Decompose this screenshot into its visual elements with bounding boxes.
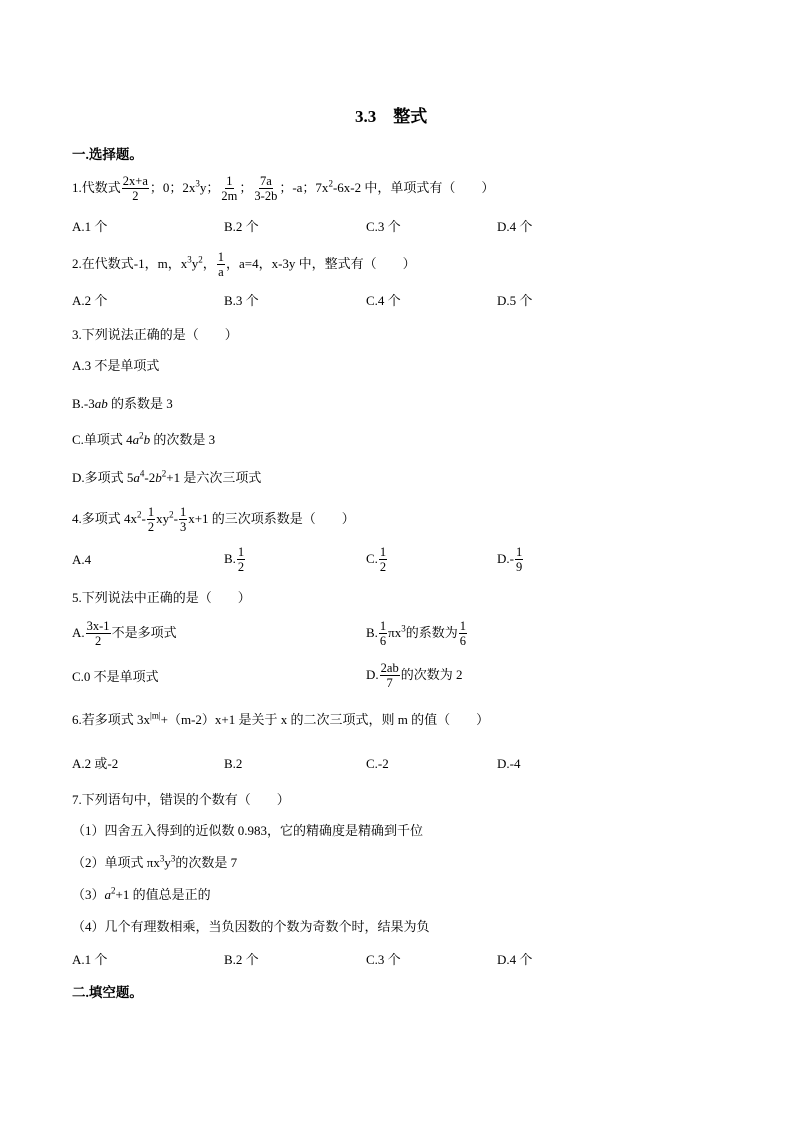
fraction: $\frac{2ab}{7}$: [380, 661, 399, 691]
q4-option-a: A.4: [72, 552, 92, 567]
fraction: $\frac{1}{6}$: [379, 619, 387, 649]
fraction: $\frac{3x-1}{2}$: [86, 619, 110, 649]
q7-statement-2: （2）单项式 $\pi x^3y^3$的次数是 7: [72, 853, 238, 870]
fraction: $\frac{1}{2}$: [379, 545, 387, 575]
q3-option-a: A.3 不是单项式: [72, 358, 160, 373]
fraction: $\frac{1}{3}$: [179, 505, 187, 535]
fraction: $\frac{1}{2m}$: [221, 174, 238, 204]
question-7-stem: 7.下列语句中，错误的个数有（ ）: [72, 792, 290, 807]
q7-option-b: B.2 个: [224, 952, 259, 967]
q5-option-c: C.0 不是单项式: [72, 669, 159, 684]
fraction: $\frac{1}{2}$: [147, 505, 155, 535]
section-fill-heading: 二.填空题。: [72, 985, 143, 1000]
q7-statement-3: $(3)a^2+1$ 的值总是正的: [72, 885, 211, 902]
question-1-stem: 1.代数式 $\frac{2x+a}{2}$ ；0；$2x^3y$； $\frac{1}{2m}$ ； $\frac{7a}{3-2b}$ ；-a；$7x^2-6x-2$ 中，单项式有（ ）: [72, 174, 495, 204]
q3-option-c: C.单项式 $4a^2b$ 的次数是 3: [72, 430, 216, 447]
q5-option-d: D. $\frac{2ab}{7}$ 的次数为 2: [366, 661, 463, 691]
q7-statement-4: （4）几个有理数相乘，当负因数的个数为奇数个时，结果为负: [72, 919, 430, 934]
q6-option-b: B.2: [224, 756, 243, 771]
fraction: $\frac{1}{2}$: [237, 545, 245, 575]
q3-option-b: B.-3ab 的系数是 3: [72, 396, 173, 411]
q2-option-a: A.2 个: [72, 293, 108, 308]
q1-option-b: B.2 个: [224, 219, 259, 234]
q7-option-d: D.4 个: [497, 952, 533, 967]
question-6-stem: 6.若多项式 $3x^{|m|}+(m-2)x+1$ 是关于 x 的二次三项式，则 m 的值（ ）: [72, 710, 490, 727]
fraction: $\frac{1}{6}$: [459, 619, 467, 649]
question-4-stem: 4.多项式 $4x^2-$ $\frac{1}{2}$ $xy^2-$ $\frac{1}{3}$ x+1 的三次项系数是（ ）: [72, 505, 355, 535]
q4-option-b: B. $\frac{1}{2}$: [224, 545, 245, 575]
question-3-stem: 3.下列说法正确的是（ ）: [72, 327, 238, 342]
q7-statement-1: （1）四舍五入得到的近似数 0.983，它的精确度是精确到千位: [72, 823, 424, 838]
q7-option-c: C.3 个: [366, 952, 401, 967]
section-choice-heading: 一.选择题。: [72, 147, 143, 162]
question-5-stem: 5.下列说法中正确的是（ ）: [72, 590, 251, 605]
question-2-stem: 2.在代数式-1，m，$x^3y^2$， $\frac{1}{a}$ ，a=4，x-3y 中，整式有（ ）: [72, 250, 416, 280]
q2-option-d: D.5 个: [497, 293, 533, 308]
q6-option-c: C.-2: [366, 756, 389, 771]
q4-option-d: D.- $\frac{1}{9}$: [497, 545, 523, 575]
q5-option-a: A. $\frac{3x-1}{2}$ 不是多项式: [72, 619, 177, 649]
fraction: $\frac{1}{9}$: [515, 545, 523, 575]
fraction: $\frac{7a}{3-2b}$: [254, 174, 278, 204]
q1-option-d: D.4 个: [497, 219, 533, 234]
fraction: $\frac{1}{a}$: [217, 250, 224, 280]
fraction: $\frac{2x+a}{2}$: [122, 174, 148, 204]
q1-option-c: C.3 个: [366, 219, 401, 234]
q4-option-c: C. $\frac{1}{2}$: [366, 545, 387, 575]
q7-option-a: A.1 个: [72, 952, 108, 967]
q1-option-a: A.1 个: [72, 219, 108, 234]
q6-option-d: D.-4: [497, 756, 521, 771]
q6-option-a: A.2 或-2: [72, 756, 119, 771]
page-title: 3.3 整式: [355, 107, 428, 126]
q3-option-d: D.多项式 $5a^4-2b^2+1$ 是六次三项式: [72, 468, 262, 485]
q2-option-c: C.4 个: [366, 293, 401, 308]
q2-option-b: B.3 个: [224, 293, 259, 308]
q5-option-b: B. $\frac{1}{6}$ $\pi x^3$的系数为 $\frac{1}{6}$: [366, 619, 467, 649]
